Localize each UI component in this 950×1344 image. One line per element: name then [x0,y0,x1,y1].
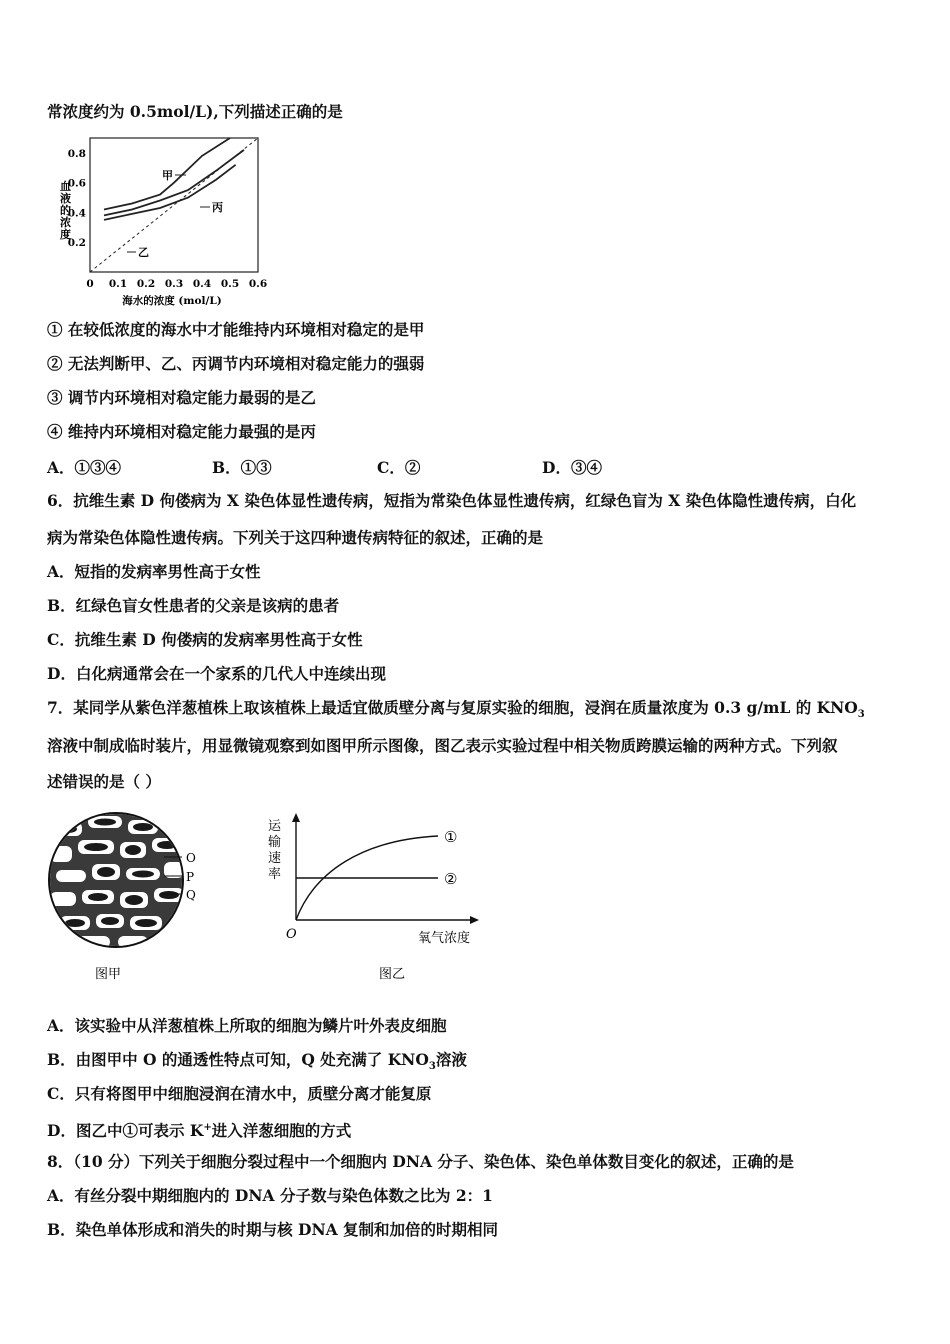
q5-intro: 常浓度约为 0.5mol/L),下列描述正确的是 [47,102,343,121]
q5-option-d[interactable]: D．③④ [542,458,602,477]
q5-label-jia: 甲 [162,169,173,182]
q7-option-a[interactable]: A．该实验中从洋葱植株上所取的细胞为鳞片叶外表皮细胞 [47,1016,447,1035]
q6-option-b[interactable]: B．红绿色盲女性患者的父亲是该病的患者 [47,596,340,615]
q7-figure-jia [46,812,216,987]
label-o: O [186,851,196,865]
label-p: P [186,870,195,884]
y-tick-label: 0.2 [67,237,86,250]
x-tick-label: 0.6 [248,278,268,290]
q5-option-b[interactable]: B．①③ [212,458,272,477]
q7-figure-yi [262,812,492,987]
x-tick-label: 0.1 [108,278,128,290]
q5-chart-series [90,138,258,272]
q8-option-a[interactable]: A．有丝分裂中期细胞内的 DNA 分子数与染色体数之比为 2：1 [47,1186,493,1205]
q5-statement-2: ② 无法判断甲、乙、丙调节内环境相对稳定能力的强弱 [47,354,425,373]
q7-stem-line3: 述错误的是（ ） [47,772,161,791]
x-tick-label: 0.4 [192,278,212,290]
q6-option-d[interactable]: D．白化病通常会在一个家系的几代人中连续出现 [47,664,386,683]
q6-option-a[interactable]: A．短指的发病率男性高于女性 [47,562,261,581]
ylabel-char: 浓 [60,216,71,229]
y-tick-label: 0.4 [67,207,86,220]
x-tick-label: 0.3 [164,278,184,290]
q6-stem-line2: 病为常染色体隐性遗传病。下列关于这四种遗传病特征的叙述，正确的是 [47,528,544,547]
q5-statement-3: ③ 调节内环境相对稳定能力最弱的是乙 [47,388,316,407]
curve-1-label: ① [444,828,458,846]
q5-statement-4: ④ 维持内环境相对稳定能力最强的是丙 [47,422,316,441]
figure-yi-ylabel-char: 速 [268,851,282,866]
q8-stem: 8．（10 分）下列关于细胞分裂过程中一个细胞内 DNA 分子、染色体、染色单体数目变化的叙述，正确的是 [47,1152,794,1171]
q7-stem-line1: 7．某同学从紫色洋葱植株上取该植株上最适宜做质壁分离与复原实验的细胞，浸润在质量浓度为 0.3 g/mL 的 $KNO_3$ [47,698,865,721]
q7-option-d[interactable]: D．图乙中①可表示 K+进入洋葱细胞的方式 [47,1121,352,1141]
q5-statement-1: ① 在较低浓度的海水中才能维持内环境相对稳定的是甲 [47,320,425,339]
q7-option-b[interactable]: B．由图甲中 O 的通透性特点可知，Q 处充满了 $KNO_3$溶液 [47,1050,467,1073]
series-line-等渗线 [90,138,258,272]
q5-option-c[interactable]: C．② [377,458,421,477]
figure-yi-xlabel: 氧气浓度 [417,931,471,946]
q6-option-c[interactable]: C．抗维生素 D 佝偻病的发病率男性高于女性 [47,630,363,649]
y-tick-label: 0.8 [67,147,86,160]
x-tick-label: 0 [86,278,94,290]
figure-yi-ylabel-char: 输 [268,835,282,850]
y-tick-label: 0.6 [67,177,86,190]
q7-option-c[interactable]: C．只有将图甲中细胞浸润在清水中，质壁分离才能复原 [47,1084,432,1103]
figure-jia-caption: 图甲 [94,967,122,982]
ylabel-char: 度 [60,228,71,241]
q6-stem-line1: 6．抗维生素 D 佝偻病为 X 染色体显性遗传病，短指为常染色体显性遗传病，红绿色盲为 X 染色体隐性遗传病，白化 [47,491,857,510]
figure-yi-ylabel-char: 运 [268,819,282,834]
ylabel-char: 的 [60,204,71,217]
figure-yi-origin: O [286,927,297,942]
q5-chart [52,132,272,310]
figure-yi-ylabel-char: 率 [268,867,282,882]
curve-2-label: ② [444,870,458,888]
q5-chart-xticks [86,278,267,290]
x-tick-label: 0.5 [220,278,240,290]
figure-yi-caption: 图乙 [378,967,406,982]
figure-yi-ylabel [268,819,282,882]
label-q: Q [186,888,196,902]
q5-option-a[interactable]: A．①③④ [47,458,122,477]
x-tick-label: 0.2 [136,278,156,290]
q5-label-bing: 丙 [212,201,223,214]
q8-option-b[interactable]: B．染色单体形成和消失的时期与核 DNA 复制和加倍的时期相同 [47,1220,499,1239]
ylabel-char: 液 [60,192,71,205]
q5-label-yi: 乙 [138,246,149,259]
q7-stem-line2: 溶液中制成临时装片，用显微镜观察到如图甲所示图像，图乙表示实验过程中相关物质跨膜运输的两种方式。下列叙 [47,736,838,755]
q5-chart-xlabel: 海水的浓度 (mol/L) [122,295,222,307]
ylabel-char: 血 [60,180,71,193]
